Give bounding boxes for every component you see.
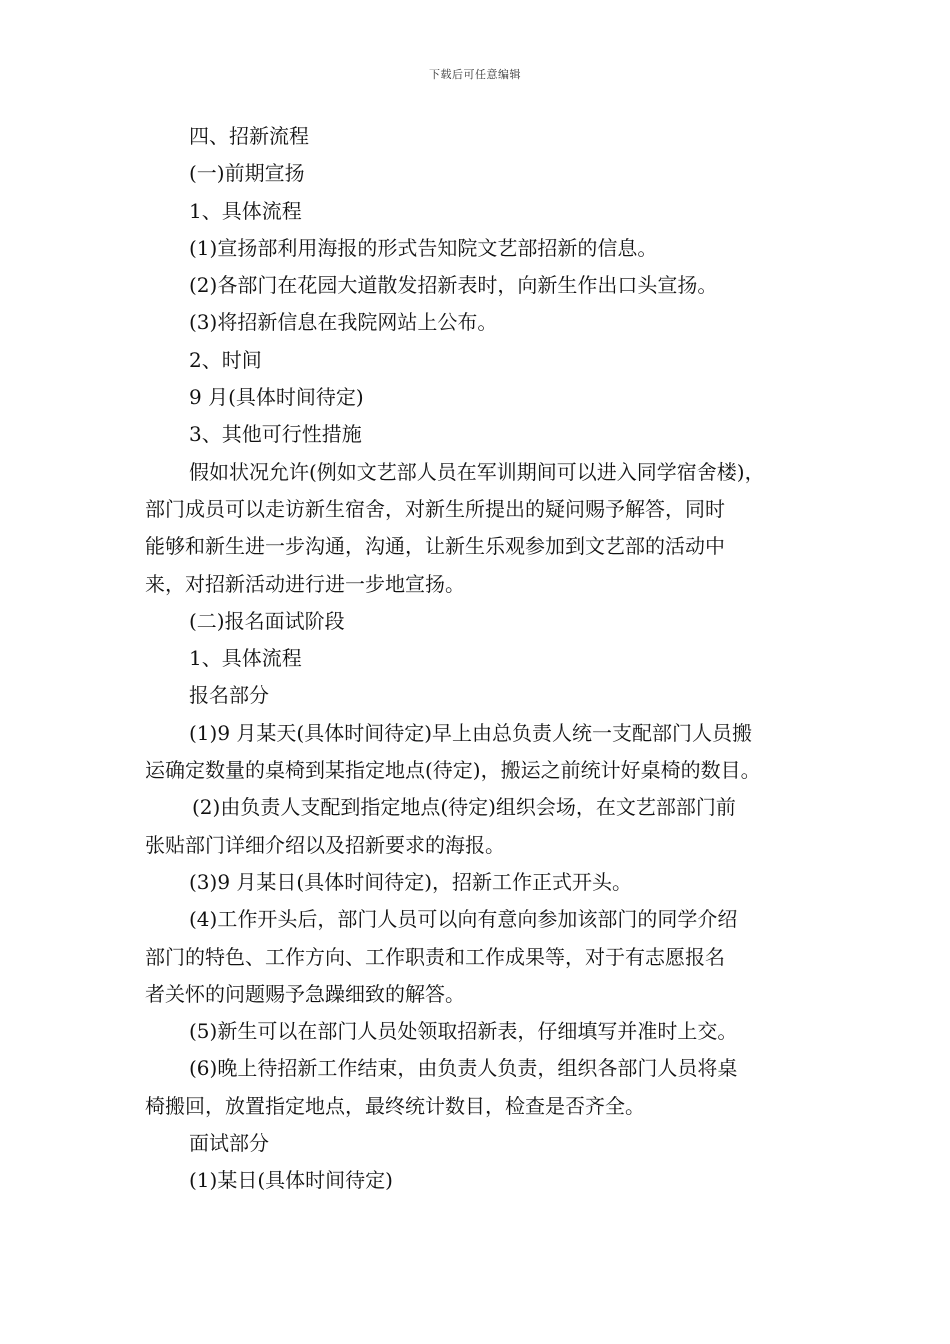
item-heading: 2、时间: [189, 347, 262, 372]
paragraph-line: (1)某日(具体时间待定): [189, 1168, 393, 1193]
paragraph-line: 部门成员可以走访新生宿舍，对新生所提出的疑问赐予解答，同时: [145, 496, 725, 521]
paragraph-line: 张贴部门详细介绍以及招新要求的海报。: [145, 832, 505, 857]
subsection-heading: (二)报名面试阶段: [189, 608, 345, 633]
paragraph-line: 运确定数量的桌椅到某指定地点(待定)，搬运之前统计好桌椅的数目。: [145, 758, 761, 783]
item-heading: 1、具体流程: [189, 646, 302, 671]
paragraph-line: 椅搬回，放置指定地点，最终统计数目，检查是否齐全。: [145, 1093, 645, 1118]
item-heading: 3、其他可行性措施: [189, 422, 362, 447]
section-heading: 四、招新流程: [189, 124, 309, 148]
paragraph-line: (3)将招新信息在我院网站上公布。: [189, 310, 498, 335]
paragraph-line: 部门的特色、工作方向、工作职责和工作成果等，对于有志愿报名: [145, 944, 725, 969]
paragraph-line: (1)宣扬部利用海报的形式告知院文艺部招新的信息。: [189, 235, 658, 260]
item-heading: 1、具体流程: [189, 198, 302, 223]
paragraph-line: (1)9 月某天(具体时间待定)早上由总负责人统一支配部门人员搬: [189, 720, 753, 745]
paragraph-line: 假如状况允许(例如文艺部人员在军训期间可以进入同学宿舍楼)，: [189, 459, 765, 484]
paragraph-line: 者关怀的问题赐予急躁细致的解答。: [145, 981, 465, 1006]
document-body: [145, 118, 810, 1200]
item-heading: 报名部分: [189, 683, 269, 708]
paragraph-line: (4)工作开头后，部门人员可以向有意向参加该部门的同学介绍: [189, 907, 738, 932]
page-header: 下载后可任意编辑: [429, 68, 521, 81]
paragraph-line: 能够和新生进一步沟通，沟通，让新生乐观参加到文艺部的活动中: [145, 534, 725, 559]
paragraph-line: (6)晚上待招新工作结束，由负责人负责，组织各部门人员将桌: [189, 1056, 738, 1081]
paragraph-line: 来，对招新活动进行进一步地宣扬。: [145, 571, 465, 596]
paragraph-line: 9 月(具体时间待定): [189, 385, 364, 410]
paragraph-line: (5)新生可以在部门人员处领取招新表，仔细填写并准时上交。: [189, 1019, 738, 1044]
paragraph-line: (2)各部门在花园大道散发招新表时，向新生作出口头宣扬。: [189, 273, 718, 298]
subsection-heading: (一)前期宣扬: [189, 161, 305, 186]
item-heading: 面试部分: [189, 1131, 269, 1156]
paragraph-line: (2)由负责人支配到指定地点(待定)组织会场，在文艺部部门前: [192, 795, 736, 820]
paragraph-line: (3)9 月某日(具体时间待定)，招新工作正式开头。: [189, 869, 633, 894]
